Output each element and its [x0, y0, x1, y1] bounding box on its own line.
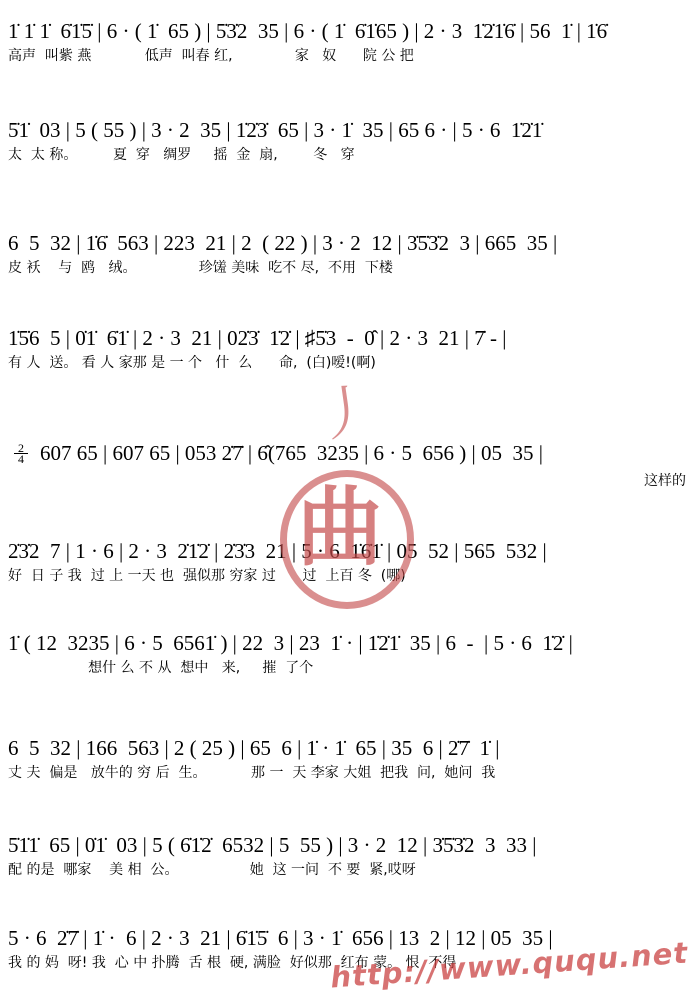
music-system-7	[0, 630, 700, 678]
lyric-line-1: 高声 叫紫 燕 低声 叫春 红, 家 奴 院 公 把	[8, 48, 414, 64]
site-watermark: http://www.ququ.net	[329, 935, 690, 995]
lyric-line-7: 想什 么 不 从 想中 来, 摧 了个	[8, 660, 314, 676]
music-system-6	[0, 538, 700, 586]
notation-line-8: 6 5 32 | 166 563 | 2 ( 25 ) | 65 6 | 1̇ · 1̇ 65 | 35 6 | 2̇7̇ 1̇ |	[8, 736, 500, 760]
lyric-line-5	[8, 468, 692, 488]
lyric-line-3: 皮 袄 与 鸥 绒。 珍馐 美味 吃不 尽, 不用 下楼	[8, 260, 393, 276]
notation-line-4: 1̇5̇6 5 | 0̇1̇ 6̇1̇ | 2 · 3 21 | 02̇3̇ 1̇2̇ | ♯5̇3 - 0̂ | 2 · 3 21 | 7̇ - |	[8, 326, 507, 350]
time-signature-denominator: 4	[18, 452, 24, 466]
notation-line-5: 607 65 | 607 65 | 053 2̇7̇ | 6̂(765 3235 | 6 · 5 656 ) | 05 35 |	[40, 441, 543, 465]
time-signature-numerator: 2	[14, 443, 28, 454]
notation-line-7: 1̇ ( 12 3235 | 6 · 5 6561̇ ) | 22 3 | 23 1̇ · | 1̇2̇1̇ 35 | 6 - | 5 · 6 1̇2̇ |	[8, 631, 573, 655]
notation-line-6: 2̇3̇2 7 | 1 · 6 | 2 · 3 2̇1̇2̇ | 2̇3̇3 21 | 5 · 6 1̇6̇1̇ | 05 52 | 565 532 |	[8, 539, 547, 563]
notation-line-2: 5̇1̇ 03 | 5 ( 55 ) | 3 · 2 35 | 1̇2̇3̇ 65 | 3 · 1̇ 35 | 65 6 · | 5 · 6 1̇2̇1̇	[8, 118, 543, 142]
lyric-line-4: 有 人 送。 看 人 家那 是 一 个 什 么 命, (白)嗳!(啊)	[8, 355, 376, 371]
music-system-3	[0, 230, 700, 278]
music-system-2	[0, 117, 700, 165]
music-system-5	[0, 440, 700, 488]
lyric-line-2: 太 太 称。 夏 穿 绸罗 摇 金 扇, 冬 穿	[8, 147, 355, 163]
lyric-line-8: 丈 夫 偏是 放牛的 穷 后 生。 那 一 天 李家 大姐 把我 问, 她问 我	[8, 765, 496, 781]
notation-line-10: 5 · 6 2̇7̇ | 1̇ · 6 | 2 · 3 21 | 6̇1̇5̇ 6 | 3 · 1̇ 656 | 13 2 | 12 | 05 35 |	[8, 926, 553, 950]
notation-line-1: 1̇ 1̇ 1̇ 6̇1̇5̇ | 6 · ( 1̇ 65 ) | 5̇3̇2 35 | 6 · ( 1̇ 6̇1̇65 ) | 2 · 3 1̇2̇1̇6̇ | 56 1̇ | 1̇6̇	[8, 19, 608, 43]
seal-character: 曲	[297, 478, 383, 578]
music-system-1	[0, 18, 700, 66]
system-5-right-note: 这样的	[644, 473, 686, 489]
lyric-line-9: 配 的是 哪家 美 相 公。 她 这 一问 不 要 紧,哎呀	[8, 862, 416, 878]
lyric-line-10: 我 的 妈 呀! 我 心 中 扑腾 舌 根 硬, 满脸 好似那 红布 蒙。 恨 不得	[8, 955, 457, 971]
lyric-line-6: 好 日 子 我 过 上 一天 也 强似那 穷家 过 过 上百 冬 (哪)	[8, 568, 406, 584]
time-signature	[14, 443, 28, 464]
music-system-9	[0, 832, 700, 880]
music-system-10	[0, 925, 700, 973]
seal-brush-stroke: 丿	[310, 375, 378, 451]
notation-line-3: 6 5 32 | 1̇6̇ 563 | 223 21 | 2 ( 22 ) | 3 · 2 12 | 3̇5̇3̇2 3 | 665 35 |	[8, 231, 558, 255]
music-system-8	[0, 735, 700, 783]
music-system-4	[0, 325, 700, 373]
notation-line-9: 5̇1̇1̇ 65 | 0̇1̇ 03 | 5 ( 6̇1̇2̇ 6532 | 5 55 ) | 3 · 2 12 | 3̇5̇3̇2 3 33 |	[8, 833, 537, 857]
